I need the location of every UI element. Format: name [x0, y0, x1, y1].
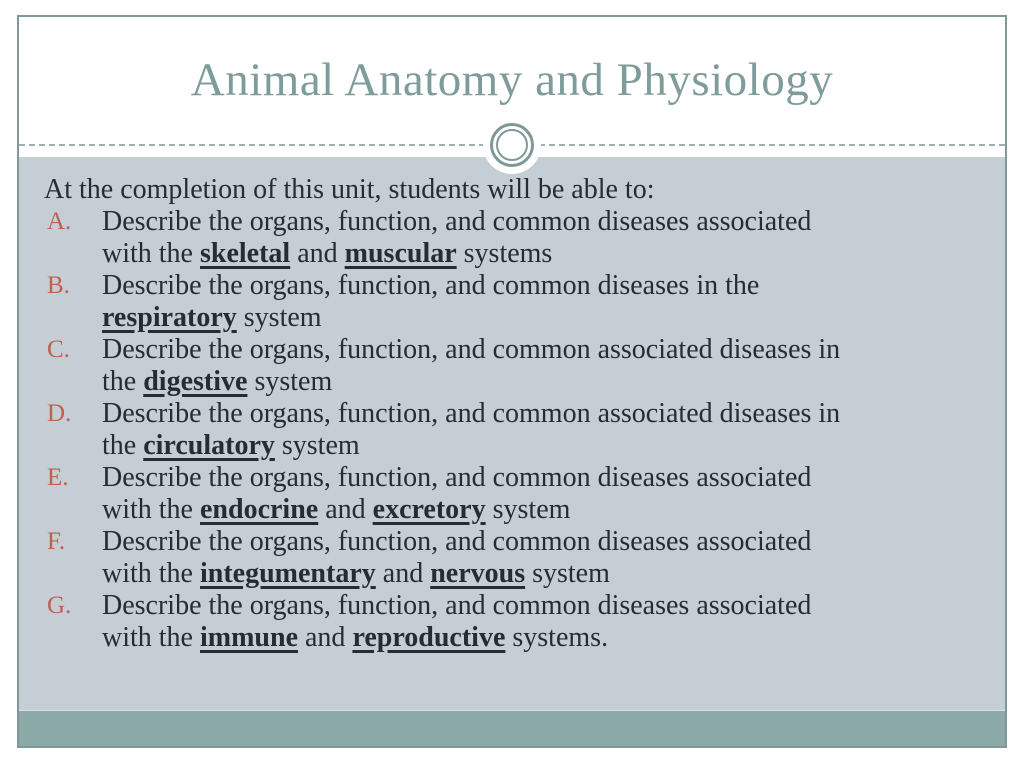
keyword-term: reproductive	[352, 622, 506, 653]
objective-letter: E.	[47, 464, 69, 491]
objective-letter: C.	[47, 336, 70, 363]
intro-text: At the completion of this unit, students will be able to:	[44, 174, 655, 205]
objective-text-line: with the immune and reproductive systems.	[102, 622, 609, 653]
objective-item	[44, 334, 987, 398]
keyword-term: immune	[200, 622, 298, 653]
keyword-term: digestive	[143, 366, 248, 397]
objective-letter: A.	[47, 208, 72, 235]
keyword-term: excretory	[372, 494, 486, 525]
double-ring-circle-icon	[483, 116, 541, 174]
objectives-list	[44, 206, 987, 654]
ornament-outer-ring	[490, 123, 534, 167]
objective-text-line: Describe the organs, function, and common diseases associated	[102, 590, 812, 621]
slide-title: Animal Anatomy and Physiology	[190, 54, 834, 106]
objective-text	[102, 270, 987, 334]
objective-text	[102, 398, 987, 462]
objective-text	[102, 206, 987, 270]
objective-text-line: Describe the organs, function, and common associated diseases in	[102, 334, 841, 365]
objective-item	[44, 462, 987, 526]
objective-text-line: the digestive system	[102, 366, 333, 397]
objective-item	[44, 590, 987, 654]
objective-text	[102, 462, 987, 526]
objective-text-line: the circulatory system	[102, 430, 360, 461]
objective-item	[44, 398, 987, 462]
slide	[17, 15, 1007, 748]
objective-text-line: with the integumentary and nervous system	[102, 558, 610, 589]
objective-item	[44, 206, 987, 270]
objective-text-line: Describe the organs, function, and common diseases associated	[102, 206, 812, 237]
objective-text	[102, 334, 987, 398]
objective-letter: G.	[47, 592, 72, 619]
objective-text-line: Describe the organs, function, and common associated diseases in	[102, 398, 841, 429]
objective-text-line: Describe the organs, function, and common diseases in the	[102, 270, 760, 301]
objective-item	[44, 270, 987, 334]
keyword-term: skeletal	[200, 238, 291, 269]
objective-text-line: Describe the organs, function, and common diseases associated	[102, 462, 812, 493]
objective-item	[44, 526, 987, 590]
objective-text-line: with the endocrine and excretory system	[102, 494, 571, 525]
objective-text-line: respiratory system	[102, 302, 322, 333]
objective-text	[102, 526, 987, 590]
objective-text	[102, 590, 987, 654]
footer-band	[19, 710, 1005, 746]
slide-body	[19, 157, 1005, 710]
ornament-inner-ring	[496, 129, 528, 161]
keyword-term: muscular	[344, 238, 457, 269]
objective-letter: F.	[47, 528, 66, 555]
title-zone	[19, 17, 1005, 157]
keyword-term: integumentary	[200, 558, 376, 589]
objective-text-line: Describe the organs, function, and common diseases associated	[102, 526, 812, 557]
objective-letter: D.	[47, 400, 72, 427]
objective-text-line: with the skeletal and muscular systems	[102, 238, 553, 269]
keyword-term: circulatory	[143, 430, 275, 461]
objective-letter: B.	[47, 272, 70, 299]
keyword-term: endocrine	[200, 494, 319, 525]
keyword-term: respiratory	[102, 302, 237, 333]
keyword-term: nervous	[430, 558, 526, 589]
